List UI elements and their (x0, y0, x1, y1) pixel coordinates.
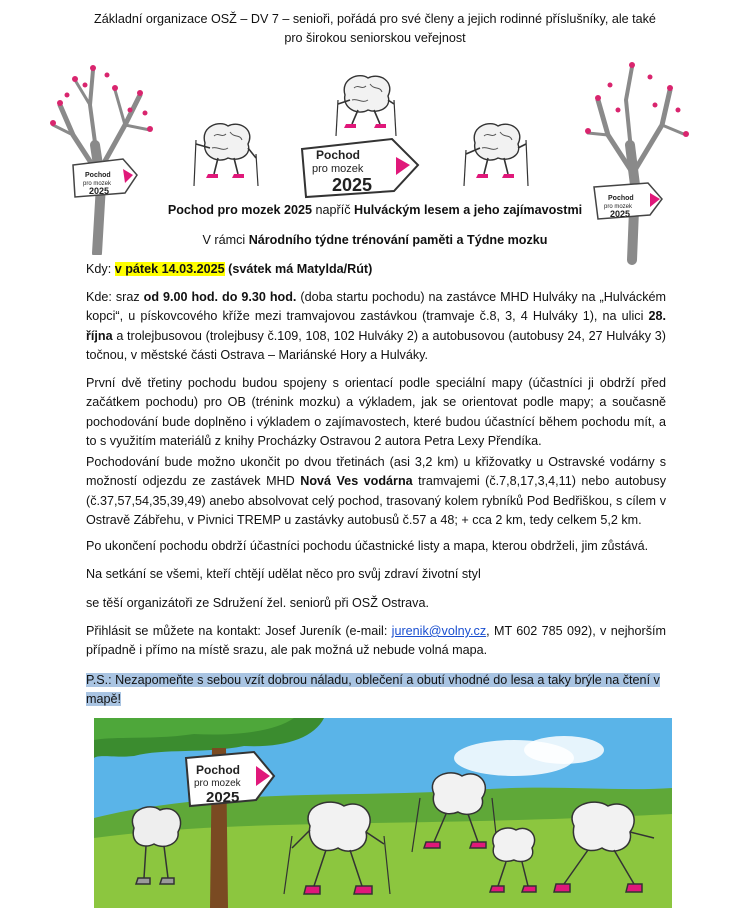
headline-location: Hulváckým lesem a jeho zajímavostmi (353, 203, 583, 217)
subheadline-event: Národního týdne trénování paměti a Týdne mozku (248, 233, 548, 247)
svg-text:pro mozek: pro mozek (604, 204, 633, 210)
subheadline (90, 233, 660, 247)
end-text-2: tramvajemi (č.7,8,17,3,4,11) nebo autobusy (č.37,57,54,35,39,49) anebo absolvovat celý pochod, trasovaný kolem rybníků Pod Bedřiškou, s cílem v Ostravě Zábřehu, v Pivnici TREMP u zastávky autobusů č.57 a 48; + cca 2 km, tedy celkem 5,2 km. (86, 474, 666, 527)
when-paragraph (86, 260, 666, 279)
scene-sign-year: 2025 (206, 789, 240, 806)
where-paragraph (86, 288, 666, 365)
scene-sign-word1: Pochod (196, 763, 240, 777)
finish-paragraph: Po ukončení pochodu obdrží účastníci pochodu účastnické listy a mapa, kterou obdrželi, jim zůstává. (86, 539, 649, 553)
left-tree-illustration (45, 55, 160, 255)
svg-text:2025: 2025 (89, 186, 110, 196)
email-link[interactable]: jurenik@volny.cz (391, 624, 487, 638)
svg-text:2025: 2025 (610, 209, 631, 219)
brain-walker-top-icon (330, 70, 400, 140)
when-label: Kdy: (86, 262, 115, 276)
where-text-2: (doba startu pochodu) na zastávce MHD Hulváky na „Hulváckém kopci“, u pískovcového kříže mezi tramvajovou zastávkou (tramvaje č.8, 3, 4 Hulváky 1), na ulici (86, 290, 666, 324)
intro-line-2: pro širokou seniorskou veřejnost (284, 31, 466, 45)
logo-word1: Pochod (316, 148, 360, 162)
left-tree-sign (73, 159, 137, 197)
contact-paragraph (86, 622, 666, 661)
logo-year: 2025 (332, 175, 373, 195)
brain-walker-left-icon (190, 118, 260, 188)
when-date: v pátek 14.03.2025 (114, 262, 225, 276)
end-stop-name: Nová Ves vodárna (300, 474, 413, 489)
where-text-3: a trolejbusovou (trolejbusy č.109, 108, 102 Hulváky 2) a autobusovou (autobusy 24, 27 Hulváky 3) točnou, v městské části Ostrava – Mariánské Hory a Hulváky. (86, 328, 666, 362)
ps-paragraph (86, 671, 666, 710)
svg-text:pro mozek: pro mozek (83, 181, 112, 187)
svg-text:Pochod: Pochod (608, 195, 634, 202)
where-text-1: Kde: sraz (86, 290, 144, 304)
brain-walker-right-icon (460, 118, 530, 188)
where-time: od 9.00 hod. do 9.30 hod. (143, 290, 297, 304)
end-text-1: Pochodování bude možno ukončit po dvou třetinách (asi 3,2 km) u křižovatky u Ostravské vodárny s možností odjezdu ze zastávek MHD (86, 455, 666, 489)
ps-text: P.S.: Nezapomeňte s sebou vzít dobrou náladu, oblečení a obutí vhodné do lesa a taky brýle na čtení v mapě! (86, 673, 660, 707)
bottom-scene-illustration (94, 718, 672, 908)
headline (90, 203, 660, 217)
end-option-paragraph (86, 453, 666, 530)
subheadline-prefix: V rámci (202, 233, 249, 247)
logo-word2: pro mozek (312, 163, 364, 175)
intro-text (70, 10, 680, 48)
where-street: 28. října (86, 309, 666, 343)
organizers-paragraph: se těší organizátoři ze Sdružení žel. seniorů při OSŽ Ostrava. (86, 596, 429, 610)
headline-title: Pochod pro mozek 2025 (167, 203, 312, 217)
contact-text-1: Přihlásit se můžete na kontakt: Josef Jureník (e-mail: (86, 624, 392, 638)
svg-text:Pochod: Pochod (85, 172, 111, 179)
contact-text-2: , MT 602 785 092), v nejhorším případně i přímo na místě srazu, ale pak možná už nebude volná mapa. (86, 624, 666, 658)
meet-paragraph: Na setkání se všemi, kteří chtějí udělat něco pro svůj zdraví životní styl (86, 567, 481, 581)
map-paragraph: První dvě třetiny pochodu budou spojeny s orientací podle speciální mapy (účastníci ji obdrží před začátkem pochodu) pro OB (trénink mozku) a výkladem, jak se orientovat podle mapy; a současně pochodování bude doplněno i výkladem o zajímavostech, které budou účastnící během pochodu mít, a to s využitím materiálů z knihy Procházky Ostravou 2 autora Petra Lexy Přendíka. (86, 376, 666, 448)
pochod-logo-sign (298, 135, 423, 200)
scene-sign-word2: pro mozek (194, 778, 241, 789)
when-note: (svátek má Matylda/Rút) (224, 262, 373, 276)
headline-connector: napříč (311, 203, 354, 217)
intro-line-1: Základní organizace OSŽ – DV 7 – senioři, pořádá pro své členy a jejich rodinné příslušníky, ale také (94, 12, 656, 26)
